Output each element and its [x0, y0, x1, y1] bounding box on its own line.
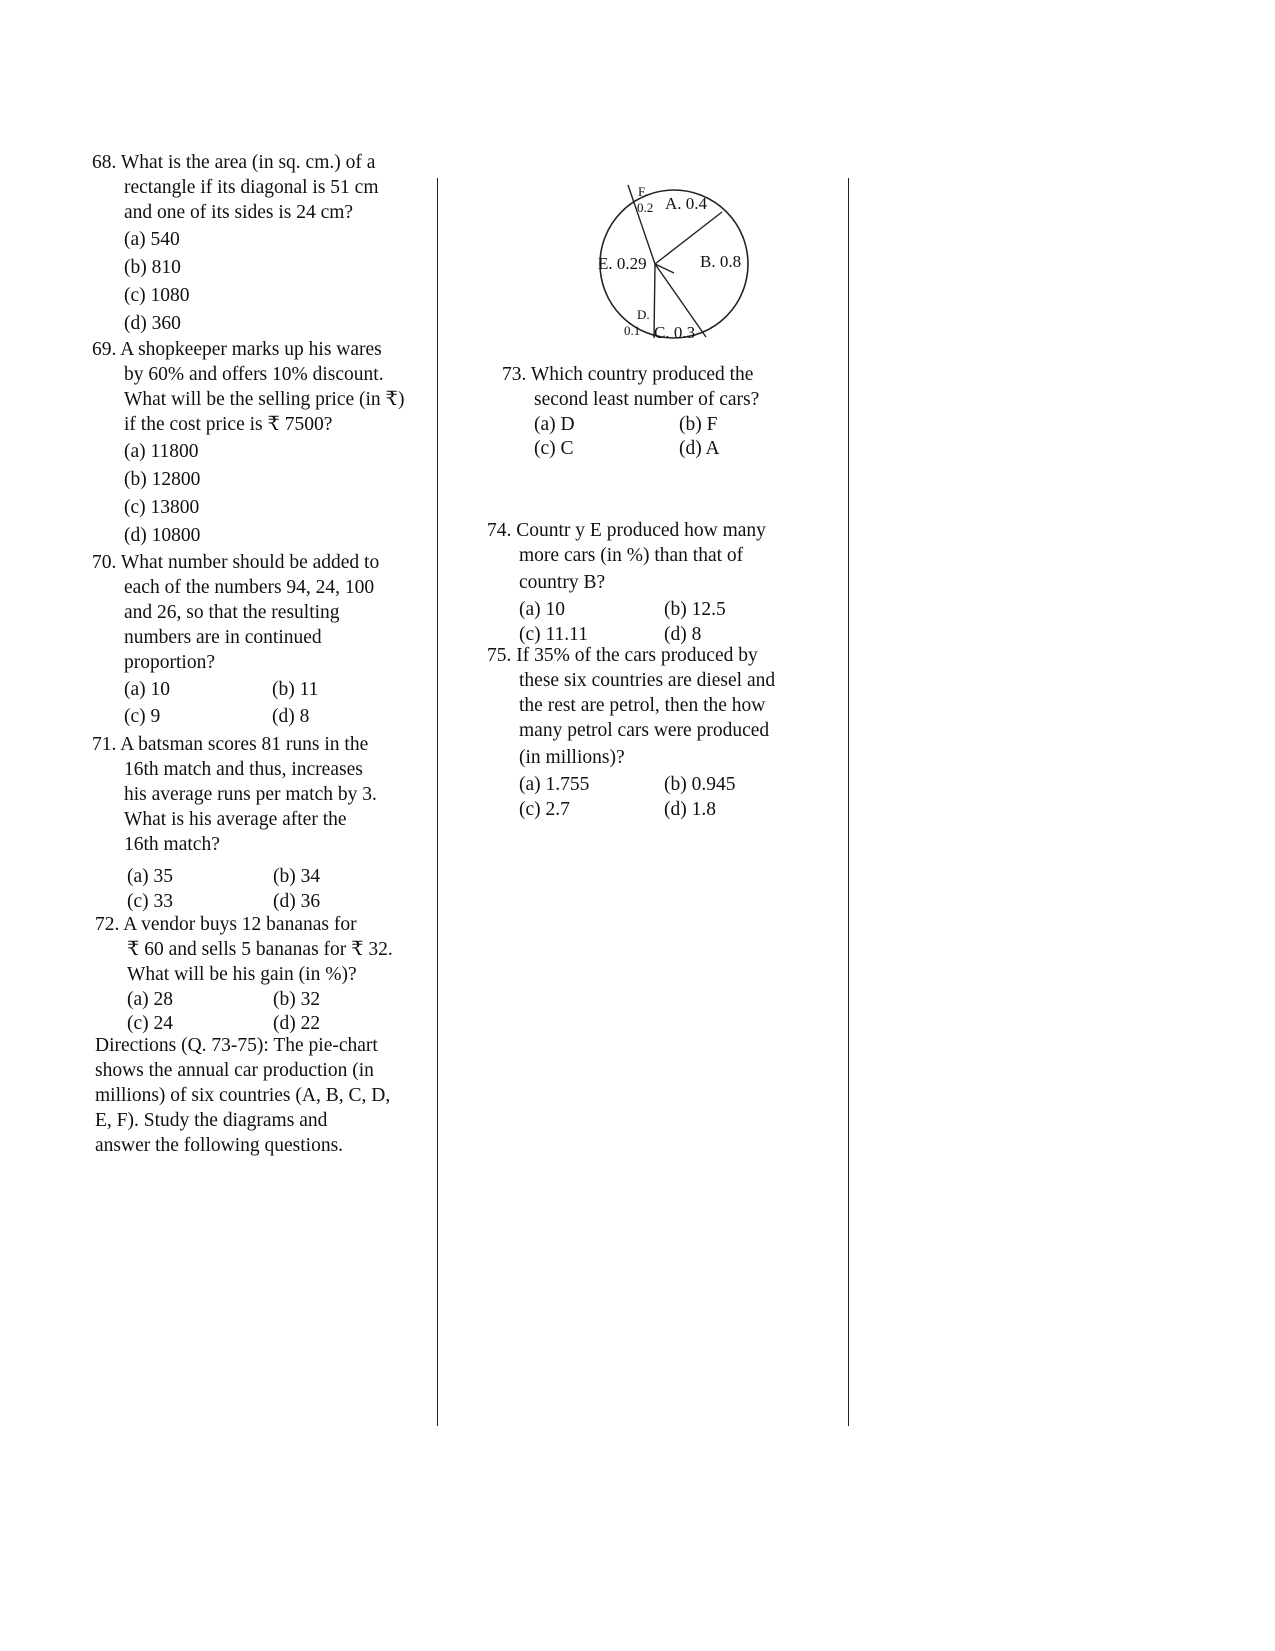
question-74: [487, 518, 766, 646]
option-b: (b) 810: [124, 257, 181, 278]
directions-line: E, F). Study the diagrams and: [95, 1110, 328, 1131]
pie-label-a: A. 0.4: [665, 194, 708, 213]
directions-line: shows the annual car production (in: [95, 1060, 374, 1081]
question-68: [92, 150, 379, 339]
option-row: [92, 677, 379, 704]
question-text-line: rectangle if its diagonal is 51 cm: [124, 177, 379, 198]
option-row: [487, 597, 766, 622]
option-row: [487, 797, 775, 821]
option-a: (a) 10: [519, 599, 566, 620]
question-text-line: 16th match and thus, increases: [124, 759, 363, 780]
question-number: 73.: [502, 364, 527, 385]
directions-line: answer the following questions.: [95, 1135, 344, 1156]
question-text-line: What is his average after the: [124, 809, 347, 830]
question-number: 71.: [92, 734, 117, 755]
option-b: (b) F: [679, 414, 718, 435]
question-text-line: 16th match?: [124, 834, 220, 855]
question-text-line: What number should be added to: [120, 552, 380, 573]
question-text-line: second least number of cars?: [534, 389, 760, 410]
question-73: [502, 362, 759, 460]
option-c: (c) 1080: [124, 285, 190, 306]
question-text-line: by 60% and offers 10% discount.: [124, 364, 384, 385]
question-text-line: Countr y E produced how many: [516, 520, 766, 541]
option-a: (a) 10: [124, 679, 171, 700]
option-d: (d) 10800: [124, 525, 201, 546]
question-text-line: What is the area (in sq. cm.) of a: [120, 152, 376, 173]
question-number: 74.: [487, 520, 512, 541]
option-b: (b) 12.5: [664, 599, 726, 620]
pie-label-e: E. 0.29: [598, 254, 647, 273]
pie-label-c: C. 0.3: [654, 323, 696, 342]
option-row: [502, 412, 759, 436]
pie-label-f-name: F.: [638, 184, 648, 199]
question-number: 72.: [95, 914, 120, 935]
option-d: (d) 22: [273, 1013, 321, 1034]
directions-block: [95, 1033, 390, 1158]
question-text-line: ₹ 60 and sells 5 bananas for ₹ 32.: [127, 939, 393, 960]
option-b: (b) 11: [272, 679, 319, 700]
pie-label-f-value: 0.2: [637, 200, 654, 215]
option-d: (d) A: [679, 438, 720, 459]
option-a: (a) 11800: [124, 441, 199, 462]
option-d: (d) 8: [664, 624, 702, 645]
question-text-line: A batsman scores 81 runs in the: [120, 734, 369, 755]
pie-label-b: B. 0.8: [700, 252, 742, 271]
option-row: [92, 704, 379, 731]
option-c: (c) 33: [127, 891, 174, 912]
option-a: (a) 540: [124, 229, 180, 250]
question-75: [487, 643, 775, 821]
option-row: [95, 1011, 393, 1035]
option-a: (a) 35: [127, 866, 174, 887]
pie-chart: [598, 180, 750, 356]
question-text-line: If 35% of the cars produced by: [516, 645, 758, 666]
question-text-line: if the cost price is ₹ 7500?: [124, 414, 333, 435]
question-text-line: numbers are in continued: [124, 627, 322, 648]
question-text-line: proportion?: [124, 652, 215, 673]
question-text-line: A shopkeeper marks up his wares: [120, 339, 382, 360]
question-text-line: (in millions)?: [519, 747, 625, 768]
directions-line: Directions (Q. 73-75): The pie-chart: [95, 1035, 378, 1056]
question-text-line: country B?: [519, 572, 606, 593]
option-d: (d) 360: [124, 313, 181, 334]
option-b: (b) 34: [273, 866, 321, 887]
option-b: (b) 32: [273, 989, 321, 1010]
pie-label-d-value: 0.1: [624, 323, 641, 338]
question-71: [92, 732, 377, 914]
question-text-line: A vendor buys 12 bananas for: [123, 914, 357, 935]
option-d: (d) 8: [272, 706, 310, 727]
column-divider-right: [848, 178, 849, 1426]
question-text-line: his average runs per match by 3.: [124, 784, 377, 805]
question-70: [92, 550, 379, 731]
option-c: (c) 11.11: [519, 624, 588, 645]
question-number: 75.: [487, 645, 512, 666]
directions-line: millions) of six countries (A, B, C, D,: [95, 1085, 391, 1106]
question-number: 70.: [92, 552, 117, 573]
option-d: (d) 1.8: [664, 799, 716, 820]
option-c: (c) 24: [127, 1013, 174, 1034]
question-number: 68.: [92, 152, 117, 173]
question-72: [95, 912, 393, 1035]
option-a: (a) 28: [127, 989, 174, 1010]
question-69: [92, 337, 404, 551]
question-text-line: and one of its sides is 24 cm?: [124, 202, 354, 223]
option-b: (b) 12800: [124, 469, 201, 490]
question-text-line: What will be his gain (in %)?: [127, 964, 357, 985]
option-row: [92, 889, 377, 914]
question-text-line: Which country produced the: [530, 364, 754, 385]
option-row: [502, 436, 759, 460]
question-text-line: the rest are petrol, then the how: [519, 695, 766, 716]
question-number: 69.: [92, 339, 117, 360]
option-c: (c) 2.7: [519, 799, 570, 820]
column-divider-left: [437, 178, 438, 1426]
pie-label-d-name: D.: [637, 307, 650, 322]
question-text-line: these six countries are diesel and: [519, 670, 776, 691]
question-text-line: What will be the selling price (in ₹): [124, 389, 405, 410]
question-text-line: more cars (in %) than that of: [519, 545, 744, 566]
option-d: (d) 36: [273, 891, 321, 912]
option-a: (a) D: [534, 414, 575, 435]
option-row: [487, 772, 775, 797]
option-row: [92, 864, 377, 889]
option-c: (c) 9: [124, 706, 161, 727]
option-row: [95, 987, 393, 1011]
question-text-line: each of the numbers 94, 24, 100: [124, 577, 375, 598]
option-a: (a) 1.755: [519, 774, 590, 795]
question-text-line: and 26, so that the resulting: [124, 602, 340, 623]
option-b: (b) 0.945: [664, 774, 736, 795]
option-c: (c) 13800: [124, 497, 200, 518]
option-c: (c) C: [534, 438, 574, 459]
question-text-line: many petrol cars were produced: [519, 720, 770, 741]
